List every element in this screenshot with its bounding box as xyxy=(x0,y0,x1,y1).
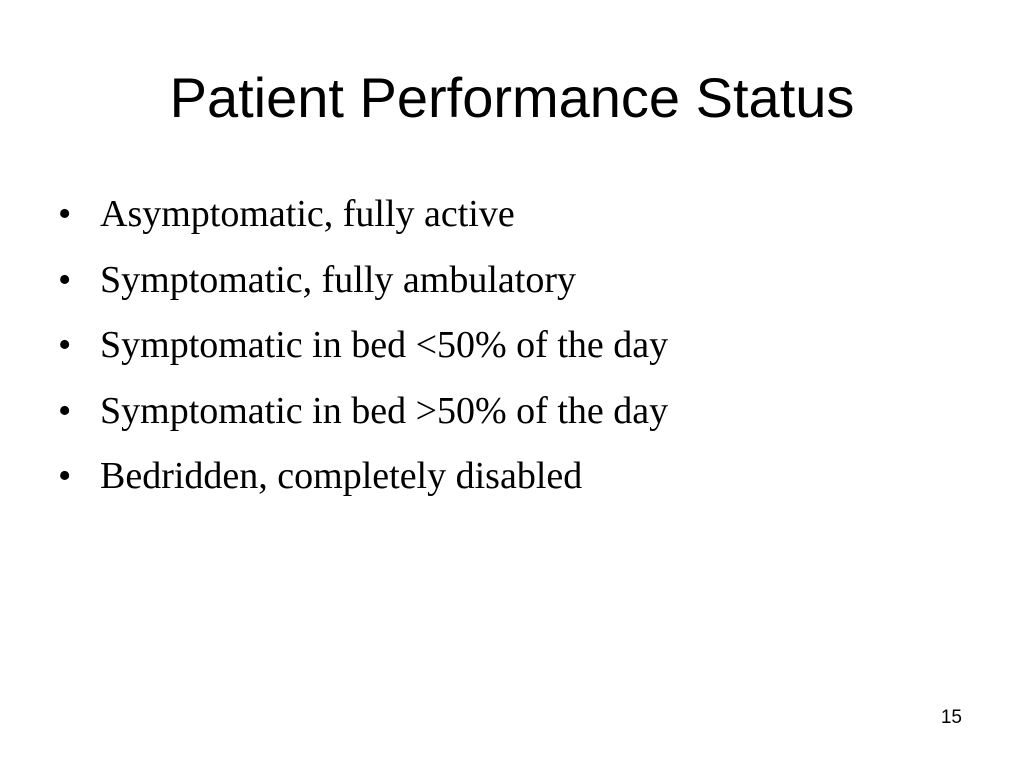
bullet-item xyxy=(58,448,958,514)
bullet-icon: • xyxy=(58,258,72,301)
bullet-text: Asymptomatic, fully active xyxy=(100,193,515,235)
bullet-item xyxy=(58,317,958,383)
bullet-text: Bedridden, completely disabled xyxy=(100,455,583,497)
slide-title: Patient Performance Status xyxy=(169,66,855,129)
bullet-icon: • xyxy=(58,455,72,497)
bullet-icon: • xyxy=(58,389,72,432)
bullet-list xyxy=(58,186,958,514)
bullet-text: Symptomatic in bed <50% of the day xyxy=(100,324,669,366)
bullet-icon: • xyxy=(58,324,72,366)
page-number: 15 xyxy=(940,707,962,728)
bullet-item xyxy=(58,383,958,449)
bullet-text: Symptomatic, fully ambulatory xyxy=(100,258,576,301)
bullet-item xyxy=(58,186,958,252)
bullet-icon: • xyxy=(58,193,72,235)
bullet-text: Symptomatic in bed >50% of the day xyxy=(100,389,669,432)
bullet-item xyxy=(58,252,958,318)
